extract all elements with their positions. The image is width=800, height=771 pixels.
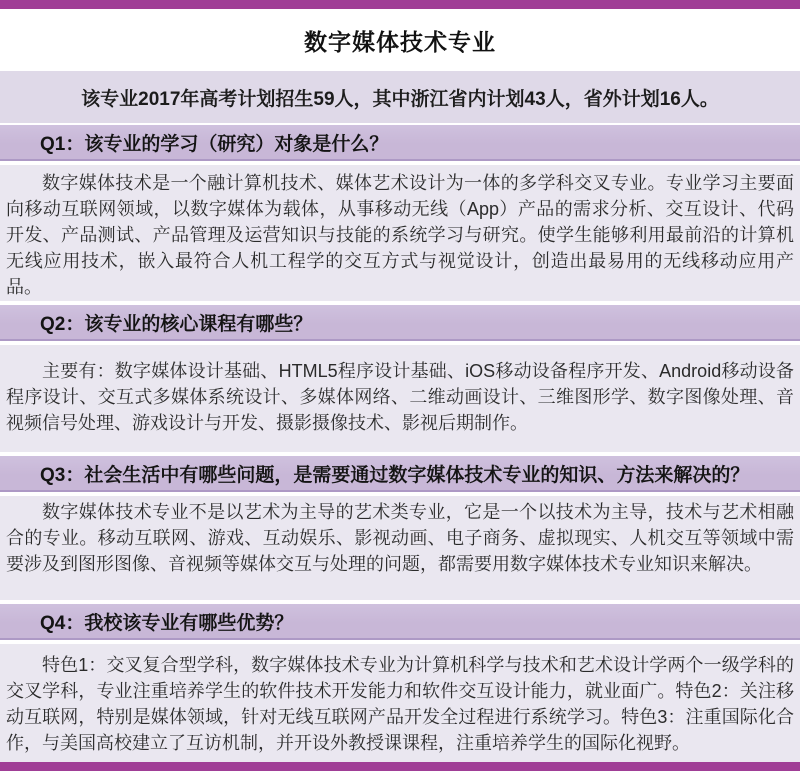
faq-section-q4 bbox=[0, 604, 800, 762]
question-header-q2: Q2：该专业的核心课程有哪些？ bbox=[0, 305, 800, 341]
answer-text-q3: 数字媒体技术专业不是以艺术为主导的艺术类专业，它是一个以技术为主导，技术与艺术相融合的专业。移动互联网、游戏、互动娱乐、影视动画、电子商务、虚拟现实、人机交互等领域中需要涉及到图形图像、音视频等媒体交互与处理的问题，都需要用数字媒体技术专业知识来解决。 bbox=[6, 502, 794, 574]
answer-text-q4: 特色1：交叉复合型学科，数字媒体技术专业为计算机科学与技术和艺术设计学两个一级学科的交叉学科，专业注重培养学生的软件技术开发能力和软件交互设计能力，就业面广。特色2：关注移动互联网，特别是媒体领域，针对无线互联网产品开发全过程进行系统学习。特色3：注重国际化合作，与美国高校建立了互访机制，并开设外教授课课程，注重培养学生的国际化视野。 bbox=[6, 655, 794, 753]
answer-text-q2: 主要有：数字媒体设计基础、HTML5程序设计基础、iOS移动设备程序开发、Android移动设备程序设计、交互式多媒体系统设计、多媒体网络、二维动画设计、三维图形学、数字图像处理、音视频信号处理、游戏设计与开发、摄影摄像技术、影视后期制作。 bbox=[6, 361, 794, 433]
answer-panel-q1 bbox=[0, 165, 800, 301]
faq-section-q2 bbox=[0, 305, 800, 452]
bottom-accent-bar bbox=[0, 762, 800, 771]
top-accent-bar bbox=[0, 0, 800, 9]
page-title: 数字媒体技术专业 bbox=[304, 28, 496, 55]
answer-panel-q3 bbox=[0, 496, 800, 600]
answer-panel-q4 bbox=[0, 644, 800, 762]
answer-text-q1: 数字媒体技术是一个融计算机技术、媒体艺术设计为一体的多学科交叉专业。专业学习主要面向移动互联网领域，以数字媒体为载体，从事移动无线（App）产品的需求分析、交互设计、代码开发、产品测试、产品管理及运营知识与技能的系统学习与研究。使学生能够利用最前沿的计算机无线应用技术，嵌入最符合人机工程学的交互方式与视觉设计，创造出最易用的无线移动应用产品。 bbox=[6, 173, 794, 297]
faq-section-q1 bbox=[0, 125, 800, 301]
enrollment-banner bbox=[0, 71, 800, 123]
question-header-q3: Q3：社会生活中有哪些问题，是需要通过数字媒体技术专业的知识、方法来解决的？ bbox=[0, 456, 800, 492]
faq-section-q3 bbox=[0, 456, 800, 600]
question-header-q1: Q1：该专业的学习（研究）对象是什么？ bbox=[0, 125, 800, 161]
answer-panel-q2 bbox=[0, 345, 800, 452]
enrollment-banner-text: 该专业2017年高考计划招生59人，其中浙江省内计划43人，省外计划16人。 bbox=[81, 88, 719, 110]
question-header-q4: Q4：我校该专业有哪些优势？ bbox=[0, 604, 800, 640]
